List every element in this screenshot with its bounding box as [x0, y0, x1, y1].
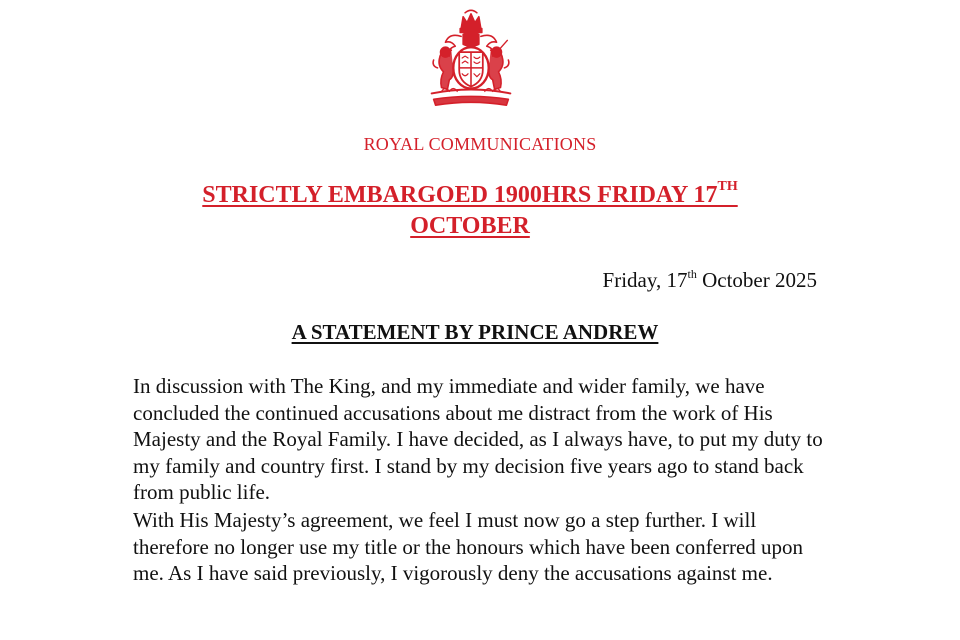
- statement-paragraph-2: With His Majesty’s agreement, we feel I must now go a step further. I will therefore no longer use my title or the honours which have been conferred upon me. As I have said previously, I vigorously deny the accusations against me.: [133, 508, 804, 585]
- organisation-name: ROYAL COMMUNICATIONS: [363, 134, 597, 154]
- date-prefix: Friday, 17: [602, 268, 688, 292]
- embargo-notice: [150, 180, 790, 242]
- embargo-line-2: OCTOBER: [410, 213, 530, 239]
- statement-paragraph-1: In discussion with The King, and my immediate and wider family, we have concluded the continued accusations about me distract from the work of His Majesty and the Royal Family. I have decided, as I always have, to put my duty to my family and country first. I stand by my decision five years ago to stand back from public life.: [133, 374, 823, 504]
- date-ordinal-suffix: th: [687, 267, 697, 281]
- date-suffix: October 2025: [696, 268, 817, 292]
- embargo-ordinal-suffix: TH: [717, 179, 738, 194]
- royal-coat-of-arms-icon: [412, 8, 530, 112]
- embargo-line-1: STRICTLY EMBARGOED 1900HRS FRIDAY 17: [202, 182, 718, 208]
- statement-title: A STATEMENT BY PRINCE ANDREW: [291, 320, 659, 344]
- statement-date: [603, 268, 817, 293]
